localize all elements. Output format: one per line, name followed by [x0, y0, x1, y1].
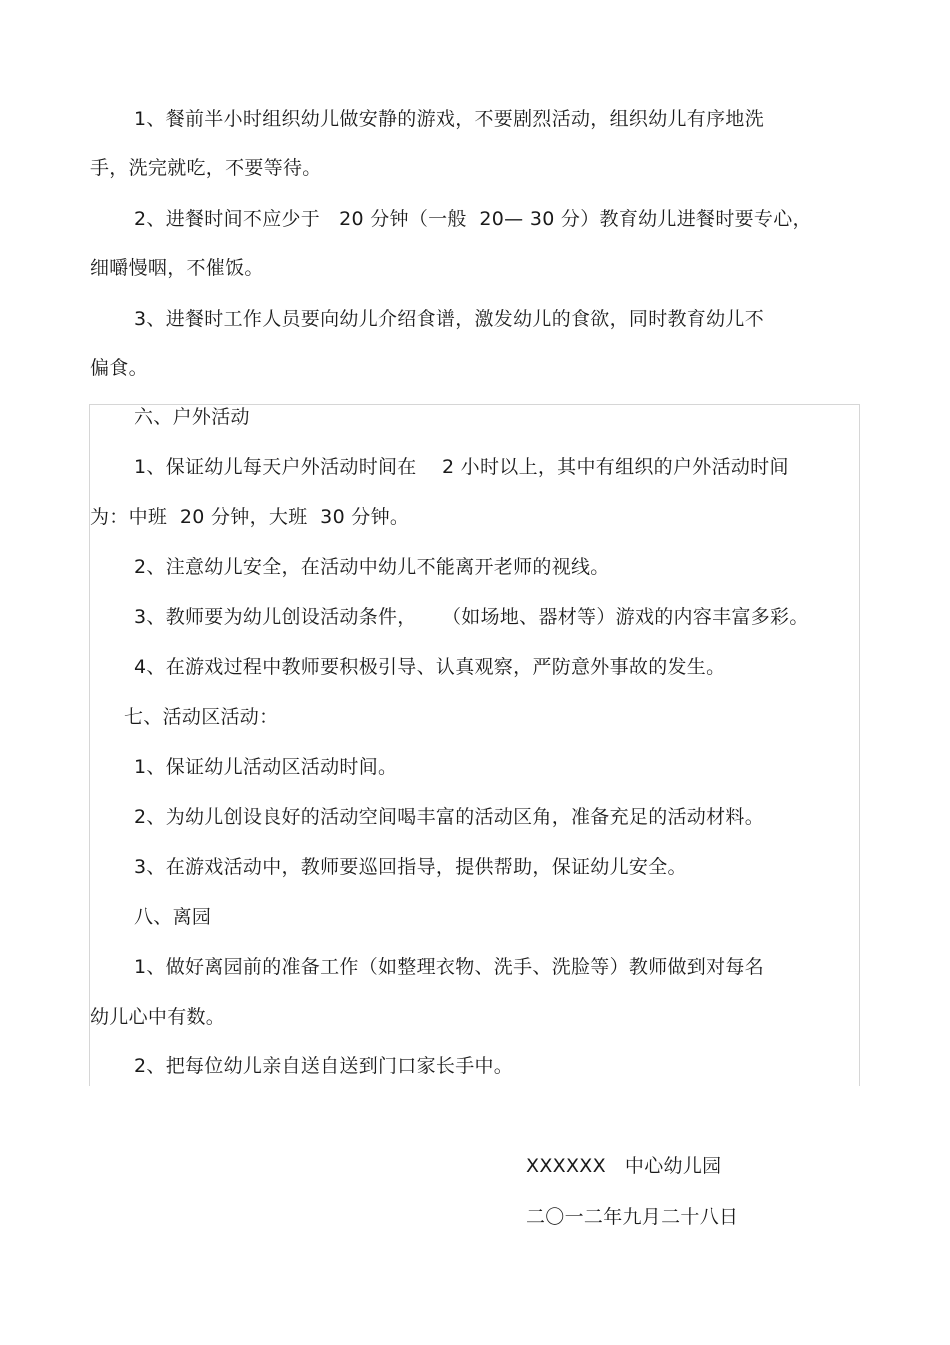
meal-item-3-line-2: 偏食。	[90, 357, 148, 379]
meal-item-3-line-1: 3、进餐时工作人员要向幼儿介绍食谱，激发幼儿的食欲，同时教育幼儿不	[134, 308, 764, 330]
signature-date: 二〇一二年九月二十八日	[526, 1206, 739, 1228]
area-heading: 七、活动区活动：	[124, 706, 279, 728]
outdoor-heading: 六、户外活动	[134, 406, 250, 428]
meal-item-1-line-1: 1、餐前半小时组织幼儿做安静的游戏，不要剧烈活动，组织幼儿有序地洗	[134, 108, 764, 130]
leave-item-1-line-2: 幼儿心中有数。	[90, 1006, 226, 1028]
area-item-3: 3、在游戏活动中，教师要巡回指导，提供帮助，保证幼儿安全。	[134, 856, 687, 878]
leave-item-2: 2、把每位幼儿亲自送自送到门口家长手中。	[134, 1055, 514, 1077]
outdoor-item-1-line-2: 为：中班 20 分钟，大班 30 分钟。	[90, 506, 410, 528]
leave-heading: 八、离园	[134, 906, 212, 928]
meal-item-1-line-2: 手，洗完就吃，不要等待。	[90, 157, 322, 179]
outdoor-item-4: 4、在游戏过程中教师要积极引导、认真观察，严防意外事故的发生。	[134, 656, 726, 678]
leave-item-1-line-1: 1、做好离园前的准备工作（如整理衣物、洗手、洗脸等）教师做到对每名	[134, 956, 764, 978]
meal-item-2-line-1: 2、进餐时间不应少于 20 分钟（一般 20— 30 分）教育幼儿进餐时要专心，	[134, 208, 812, 230]
area-item-1: 1、保证幼儿活动区活动时间。	[134, 756, 398, 778]
outdoor-item-3: 3、教师要为幼儿创设活动条件， （如场地、器材等）游戏的内容丰富多彩。	[134, 606, 809, 628]
area-item-2: 2、为幼儿创设良好的活动空间喝丰富的活动区角，准备充足的活动材料。	[134, 806, 764, 828]
outdoor-item-1-line-1: 1、保证幼儿每天户外活动时间在 2 小时以上，其中有组织的户外活动时间	[134, 456, 789, 478]
outdoor-item-2: 2、注意幼儿安全，在活动中幼儿不能离开老师的视线。	[134, 556, 610, 578]
signature-org: XXXXXX 中心幼儿园	[526, 1155, 722, 1177]
meal-item-2-line-2: 细嚼慢咽，不催饭。	[90, 257, 264, 279]
